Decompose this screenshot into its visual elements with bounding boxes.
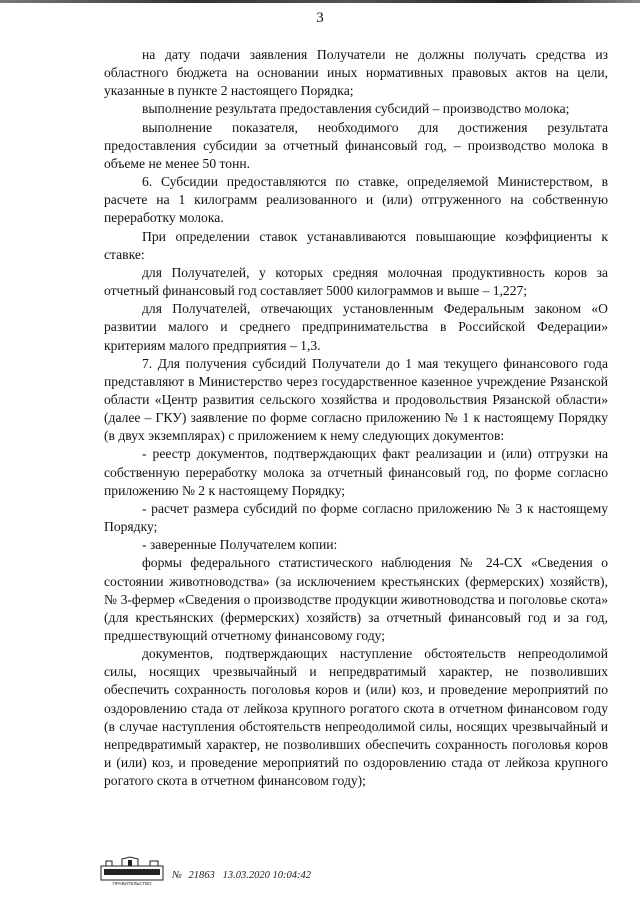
document-body (104, 46, 608, 790)
list-item: - расчет размера субсидий по форме согласно приложению № 3 к настоящему Порядку; (104, 500, 608, 535)
paragraph: При определении ставок устанавливаются повышающие коэффициенты к ставке: (104, 228, 608, 262)
doc-timestamp: 13.03.2020 10:04:42 (222, 870, 312, 881)
paragraph: 7. Для получения субсидий Получатели до 1 мая текущего финансового года представляют в Министерство через государственное казенное учреждение Рязанской области «Центр развития сельского хозяйства и продовольствия Рязанской области» (далее – ГКУ) заявление по форме согласно приложению № 1 к настоящему Порядку (в двух экземплярах) с приложением к нему следующих документов: (104, 355, 608, 444)
document-registration-number (172, 870, 311, 881)
list-item: - реестр документов, подтверждающих факт реализации и (или) отгрузки на собственную переработку молока за отчетный финансовый год, по форме согласно приложению № 2 к настоящему Порядку; (104, 446, 608, 498)
document-footer (100, 854, 580, 890)
government-seal-icon (100, 856, 164, 886)
paragraph: для Получателей, отвечающих установленным Федеральным законом «О развитии малого и среднего предпринимательства в Российской Федерации» критериям малого предприятия – 1,3. (104, 301, 608, 353)
seal-caption: ПРАВИТЕЛЬСТВО (112, 881, 152, 886)
list-item: - заверенные Получателем копии: (142, 537, 338, 553)
doc-number: 21863 (188, 870, 215, 881)
paragraph: выполнение показателя, необходимого для достижения результата предоставления субсидии за отчетный финансовый год, – производство молока в объеме не менее 50 тонн. (104, 119, 608, 171)
paragraph: для Получателей, у которых средняя молочная продуктивность коров за отчетный финансовый год составляет 5000 килограммов и выше – 1,227; (104, 264, 608, 299)
scan-top-edge (0, 0, 640, 3)
paragraph: на дату подачи заявления Получатели не должны получать средства из областного бюджета на основании иных нормативных правовых актов на цели, указанные в пункте 2 настоящего Порядка; (104, 47, 608, 99)
paragraph: формы федерального статистического наблюдения № 24-СХ «Сведения о состоянии животноводства» (за исключением крестьянских (фермерских) хозяйств), № 3-фермер «Сведения о производстве продукции животноводства и поголовье скота» (для крестьянских (фермерских) хозяйств) за отчетный финансовый год и за год, предшествующий отчетному финансовому году; (104, 555, 608, 643)
paragraph: 6. Субсидии предоставляются по ставке, определяемой Министерством, в расчете на 1 килограмм реализованного и (или) отгруженного на собственную переработку молока. (104, 174, 608, 226)
number-sign: № (172, 870, 182, 881)
paragraph: документов, подтверждающих наступление обстоятельств непреодолимой силы, носящих чрезвычайный и непредвратимый характер, не позволивших обеспечить сохранность поголовья коров и (или) коз, и проведение мероприятий по оздоровлению стада от лейкоза крупного рогатого скота в отчетном финансовом году (в случае наступления обстоятельств непреодолимой силы, носящих чрезвычайный и непредвратимый характер, не позволивших обеспечить сохранность поголовья коров и (или) коз, и проведение мероприятий по оздоровлению стада от лейкоза крупного рогатого скота в отчетном финансовом году); (104, 646, 608, 789)
page-number: 3 (316, 10, 324, 26)
paragraph: выполнение результата предоставления субсидий – производство молока; (142, 101, 570, 117)
